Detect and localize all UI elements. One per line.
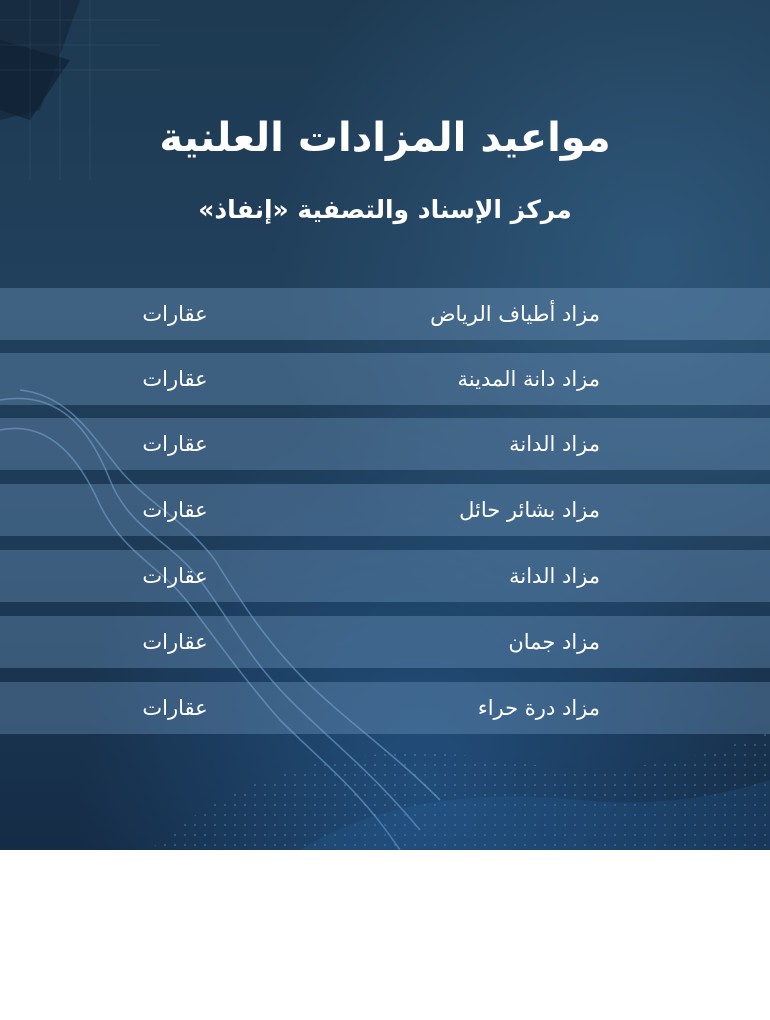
auction-type: عقارات [142,564,208,588]
auction-name: مزاد درة حراء [477,696,600,720]
auction-type: عقارات [142,367,208,391]
auction-type: عقارات [142,696,208,720]
auction-name: مزاد الدانة [509,432,600,456]
auction-type: عقارات [142,302,208,326]
auction-type: عقارات [142,432,208,456]
auction-name: مزاد جمان [508,630,600,654]
auction-name: مزاد الدانة [509,564,600,588]
list-item [0,550,770,602]
auction-type: عقارات [142,630,208,654]
auction-name: مزاد أطياف الرياض [430,302,600,326]
list-item [0,418,770,470]
list-item [0,616,770,668]
page-title: مواعيد المزادات العلنية [159,115,611,161]
page-subtitle: مركز الإسناد والتصفية «إنفاذ» [198,195,572,224]
list-item [0,353,770,405]
list-item [0,484,770,536]
list-item [0,682,770,734]
auction-name: مزاد بشائر حائل [459,498,600,522]
auction-name: مزاد دانة المدينة [457,367,600,391]
auction-type: عقارات [142,498,208,522]
list-item [0,288,770,340]
